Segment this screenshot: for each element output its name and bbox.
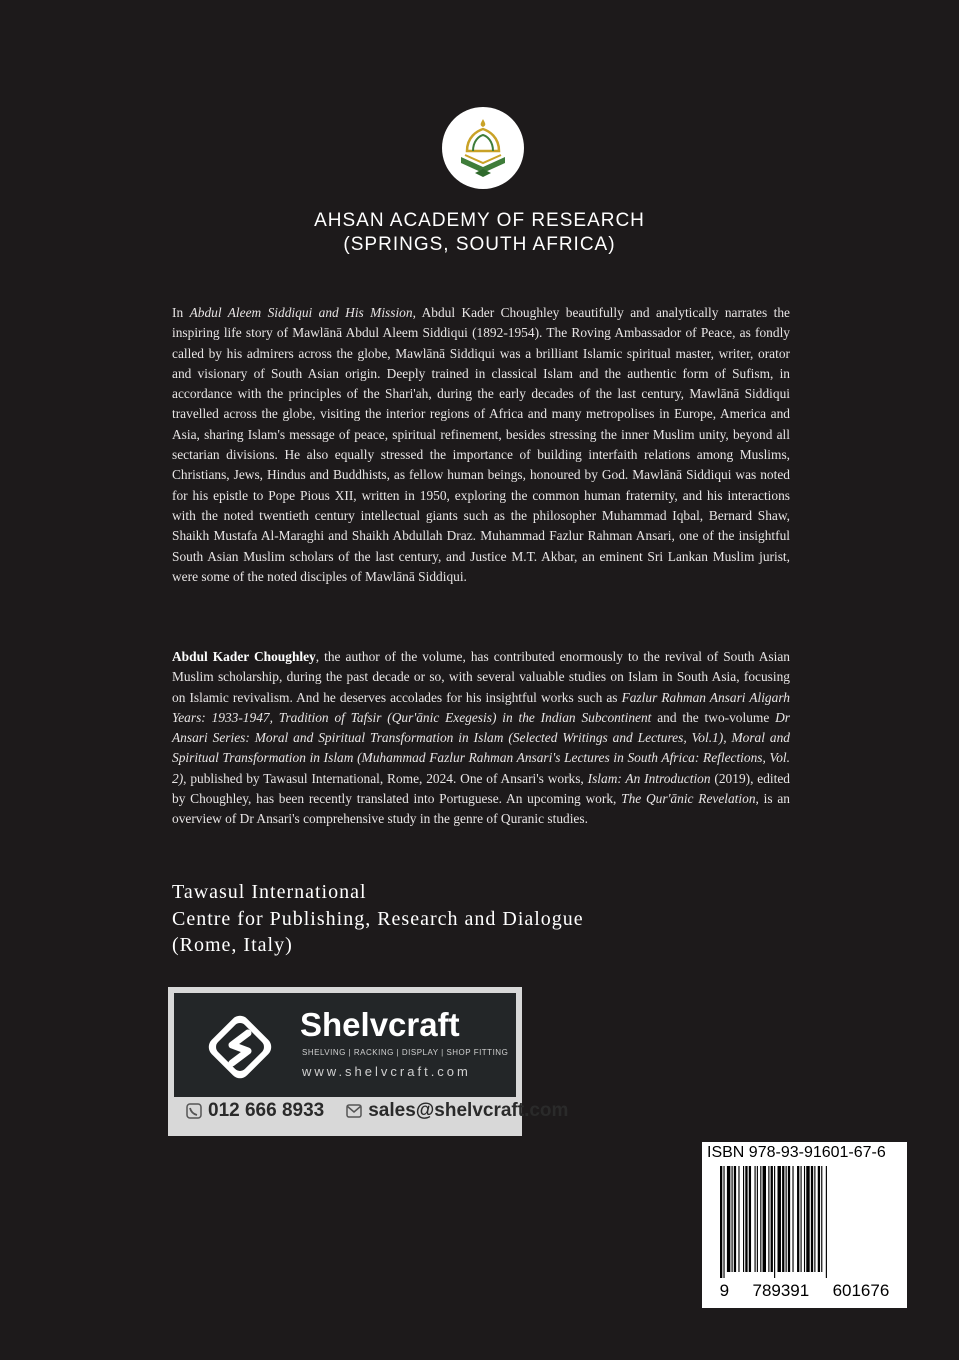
barcode-bar	[760, 1166, 761, 1272]
work-title: Dr Ansari Series: Moral and Spiritual Transformation in Islam (Selected Writings and Lectures, Vol.1), Moral and Spiritual Transformation in Islam (Muhammad Fazlur Rahman Ansari's Lectures in South Africa: Reflections, Vol. 2)	[172, 709, 790, 786]
publisher-name: Tawasul International	[172, 881, 367, 903]
barcode-bar	[778, 1166, 781, 1272]
barcode-bar	[745, 1166, 747, 1272]
barcode-bar	[768, 1166, 769, 1272]
shelvcraft-logo-icon	[198, 1005, 282, 1089]
mosque-quran-icon	[455, 117, 511, 179]
academy-logo	[442, 107, 524, 189]
ad-website: www.shelvcraft.com	[302, 1064, 471, 1079]
phone-icon	[186, 1103, 202, 1119]
ad-brand-name: Shelvcraft	[300, 1006, 460, 1043]
barcode-bar	[804, 1166, 805, 1272]
barcode-bar	[757, 1166, 758, 1272]
sponsor-ad	[168, 987, 569, 1136]
isbn-digits	[702, 1281, 907, 1301]
work-title: Islam: An Introduction	[587, 770, 711, 786]
book-title: Abdul Aleem Siddiqui and His Mission	[189, 305, 413, 320]
barcode-bar	[771, 1166, 773, 1272]
ad-contact-row	[186, 1100, 568, 1122]
barcode-bar	[723, 1166, 724, 1278]
work-title: Fazlur Rahman Ansari Aligarh Years: 1933-1947, Tradition of Tafsir (Qur'ānic Exegesis) in the Indian Subcontinent	[172, 689, 790, 725]
text-run: , the author of the volume, has contributed enormously to the revival of South Asian Muslim scholarship, during the past decade or so, with several valuable studies on Islam in South Asia, focusing on Islamic revivalism. And he deserves accolades for his insightful works such as	[172, 649, 790, 705]
author-bio	[172, 647, 790, 830]
barcode-icon	[720, 1166, 890, 1278]
barcode-bar	[814, 1166, 815, 1272]
barcode-bar	[749, 1166, 751, 1272]
isbn-barcode-box	[702, 1142, 907, 1308]
barcode-bar	[743, 1166, 744, 1272]
academy-name: AHSAN ACADEMY OF RESEARCH	[314, 210, 645, 231]
barcode-bar	[732, 1166, 733, 1272]
text-run: In	[172, 305, 190, 320]
barcode-bar	[755, 1166, 756, 1272]
barcode-bar	[734, 1166, 736, 1272]
barcode-bar	[826, 1166, 827, 1278]
barcode-bar	[782, 1166, 784, 1272]
isbn-digit-group: 601676	[832, 1281, 890, 1300]
ad-tagline: SHELVING | RACKING | DISPLAY | SHOP FITTING	[302, 1048, 509, 1057]
barcode-bar	[797, 1166, 799, 1272]
ad-banner	[174, 993, 516, 1097]
barcode-bar	[811, 1166, 813, 1272]
text-run: , is an overview of Dr Ansari's comprehensive study in the genre of Quranic studies.	[172, 791, 790, 827]
barcode-bar	[763, 1166, 766, 1272]
barcode-bar	[786, 1166, 787, 1272]
barcode-bar	[801, 1166, 802, 1272]
barcode-bar	[792, 1166, 793, 1272]
isbn-label: ISBN 978-93-91601-67-6	[707, 1144, 886, 1161]
book-description	[172, 303, 790, 587]
publisher-subtitle: Centre for Publishing, Research and Dialogue	[172, 907, 584, 930]
text-run: and the two-volume	[651, 709, 776, 725]
author-name: Abdul Kader Choughley	[172, 649, 316, 664]
text-run: , Abdul Kader Choughley beautifully and analytically narrates the inspiring life story of Mawlānā Abdul Aleem Siddiqui (1892-1954). The Roving Ambassador of Peace, as fondly called by his admirers across the globe, Mawlānā Siddiqui was a brilliant Islamic spiritual master, writer, orator and visionary of South Asian origin. Deeply trained in classical Islam and the authentic form of Sufism, in accordance with the principles of the Shari'ah, during the early decades of the last century, Mawlānā Siddiqui travelled across the globe, visiting the interior regions of Africa and many metropolises in Europe, America and Asia, sharing Islam's message of peace, spiritual refinement, besides stressing the inner Muslim unity, beyond all sectarian divisions. He also equally stressed the importance of building interfaith relations among Muslims, Christians, Jews, Hindus and Buddhists, as fellow human beings, honoured by God. Mawlānā Siddiqui was noted for his epistle to Pope Pious XII, written in 1950, exploring the common human fraternity, and his interactions with the noted twentieth century intellectual giants such as the philosopher Muhammad Iqbal, Bernard Shaw, Shaikh Mustafa Al-Maraghi and Shaikh Abdullah Draz. Muhammad Fazlur Rahman Ansari, one of the insightful South Asian Muslim scholars of the last century, and Justice M.T. Akbar, an eminent Sri Lankan Muslim jurist, were some of the noted disciples of Mawlānā Siddiqui.	[172, 305, 790, 584]
barcode-bar	[821, 1166, 822, 1272]
barcode-bar	[738, 1166, 739, 1272]
isbn-digit-group: 9	[719, 1281, 730, 1300]
barcode-bar	[774, 1166, 775, 1278]
text-run: , published by Tawasul International, Rome, 2024. One of Ansari's works,	[183, 770, 588, 786]
publisher-location: (Rome, Italy)	[172, 934, 293, 956]
barcode-bar	[806, 1166, 809, 1272]
text-run: (2019), edited by Choughley, has been recently translated into Portuguese. An upcoming work,	[172, 770, 790, 807]
barcode-bar	[818, 1166, 820, 1272]
barcode-bar	[720, 1166, 722, 1278]
publisher-block	[172, 879, 584, 959]
academy-location: (SPRINGS, SOUTH AFRICA)	[343, 234, 616, 255]
ad-phone: 012 666 8933	[208, 1100, 325, 1121]
work-title: The Qur'ānic Revelation	[621, 791, 756, 807]
barcode-bar	[727, 1166, 730, 1272]
email-icon	[346, 1104, 362, 1118]
barcode-bar	[788, 1166, 790, 1272]
ad-email: sales@shelvcraft.com	[368, 1100, 569, 1121]
isbn-digit-group: 789391	[752, 1281, 810, 1300]
